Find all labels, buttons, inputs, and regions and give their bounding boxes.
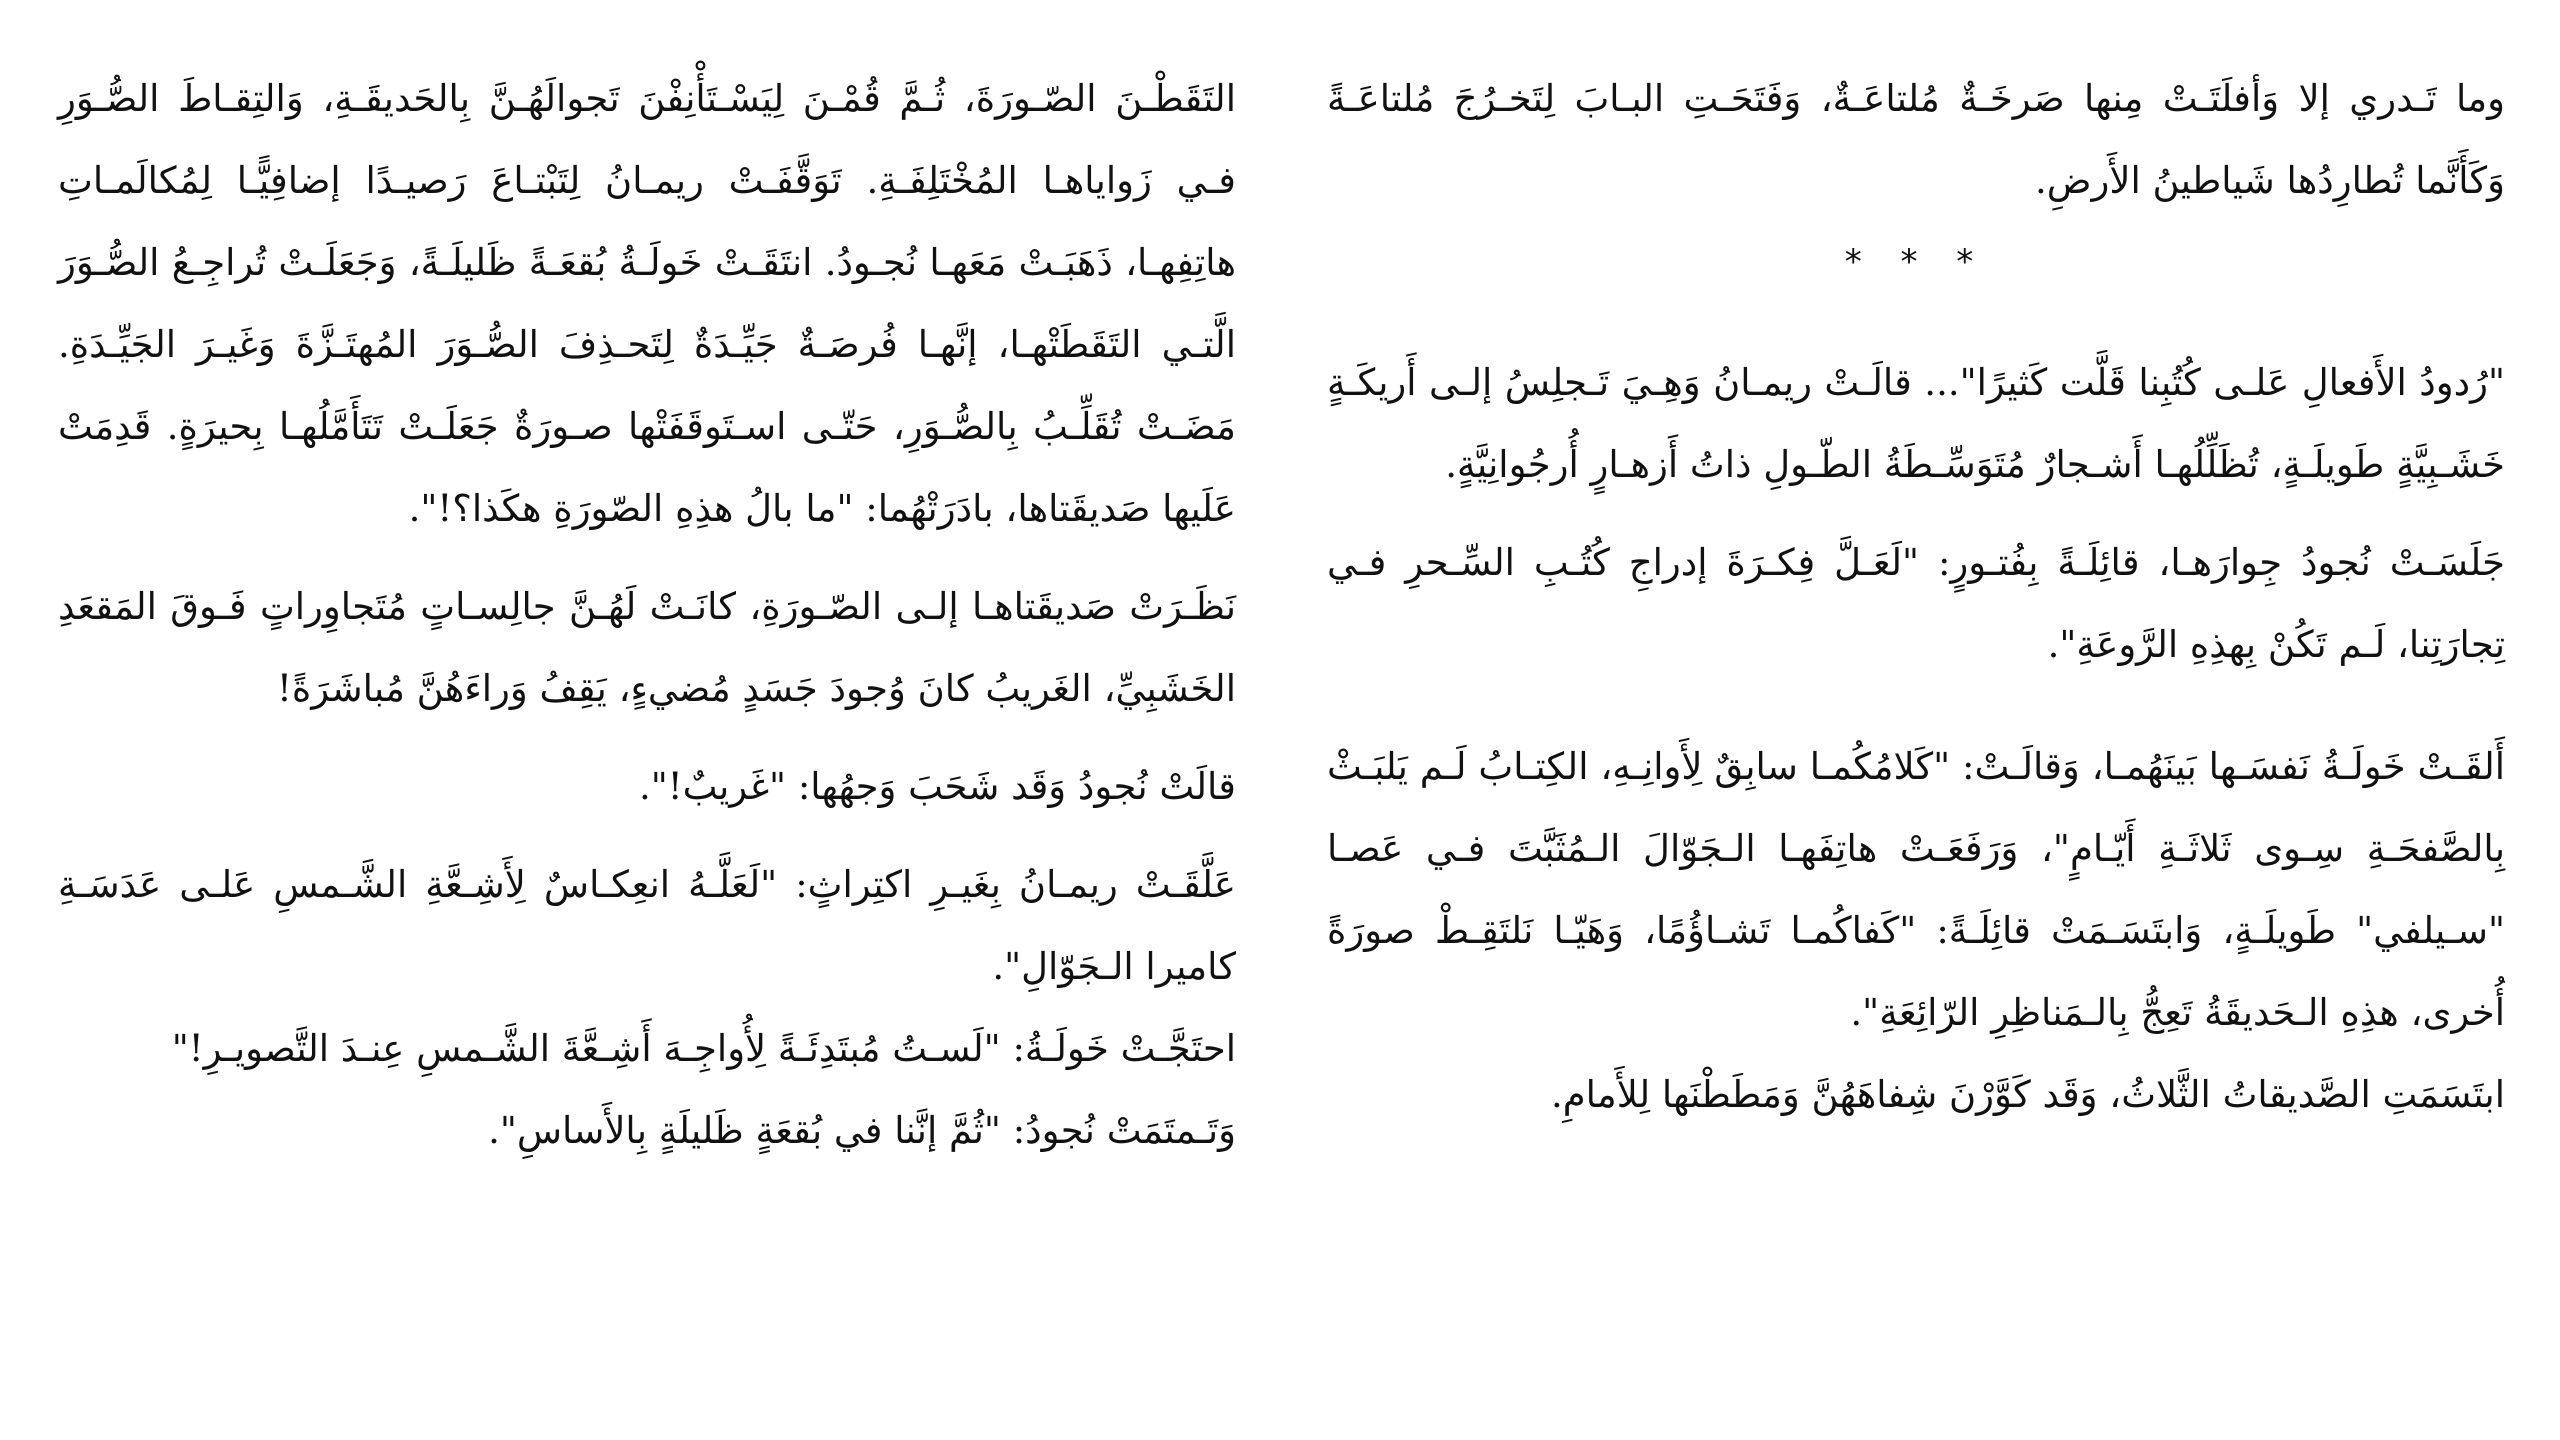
paragraph-khawla-protest: احتَجَّـتْ خَولَـةُ: "لَسـتُ مُبتَدِئَـةً لِأُواجِـهَ أَشِـعَّةَ الشَّـمسِ عِنـدَ التَّصويـرِ!" [171, 1027, 1236, 1070]
paragraph-riman-reflection: عَلَّقَـتْ ريمـانُ بِغَيـرِ اكتِراثٍ: "لَعَلَّـهُ انعِكـاسٌ لِأَشِـعَّةِ الشَّـمسِ عَلـى عَدَسَـةِ كاميرا الـجَوّالِ". [58, 863, 1236, 988]
right-page-column [1327, 58, 2505, 1152]
section-separator: * * * [1844, 242, 1988, 282]
paragraph-khawla-selfie: أَلقَـتْ خَولَـةُ نَفسَـها بَينَهُمـا، وَقالَـتْ: "كَلامُكُمـا سابِقٌ لِأَوانِـهِ، الكِتـابُ لَـم يَلبَـثْ بِالصَّفحَـةِ سِـوى ثَلاثَـةِ أَيّـامٍ"، وَرَفَعَـتْ هاتِفَهـا الـجَوّالَ الـمُثَبَّتَ فـي عَصـا "سـيلفي" طَويلَـةٍ، وَابتَسَـمَتْ قائِلَـةً: "كَفاكُمـا تَشـاؤُمًا، وَهَيّـا نَلتَقِـطْ صورَةً أُخرى، هذِهِ الـحَديقَةُ تَعِجُّ بِالـمَناظِرِ الرّائِعَةِ". [1327, 745, 2505, 1034]
paragraph-opening-scream: وما تَـدري إلا وَأفلَتَـتْ مِنها صَرخَـةٌ مُلتاعَـةٌ، وَفَتَحَـتِ البـابَ لِتَخـرُجَ مُلتاعَـةً وَكَأَنَّما تُطارِدُها شَياطينُ الأَرضِ. [1327, 77, 2505, 202]
left-page-column [58, 58, 1236, 1188]
paragraph-friends-look: نَظَـرَتْ صَديقَتاهـا إلـى الصّـورَةِ، كانَـتْ لَهُـنَّ جالِسـاتٍ مُتَجاوِراتٍ فَـوقَ المَقعَدِ الخَشَبِيِّ، الغَريبُ كانَ وُجودَ جَسَدٍ مُضيءٍ، يَقِفُ وَراءَهُنَّ مُباشَرَةً! [58, 585, 1236, 710]
paragraph-photo-review: التَقَطْـنَ الصّـورَةَ، ثُـمَّ قُمْـنَ لِيَسْـتَأْنِفْنَ تَجوالَهُـنَّ بِالحَديقَـةِ، وَالتِقـاطَ الصُّـوَرِ فـي زَواياهـا المُخْتَلِفَـةِ. تَوَقَّفَـتْ ريمـانُ لِتَبْتـاعَ رَصيـدًا إضافِيًّـا لِمُكالَمـاتِ هاتِفِهـا، ذَهَبَـتْ مَعَهـا نُجـودُ. انتَقَـتْ خَولَـةُ بُقعَـةً ظَليلَـةً، وَجَعَلَـتْ تُراجِـعُ الصُّـوَرَ الَّتـي التَقَطَتْهـا، إنَّهـا فُرصَـةٌ جَيِّـدَةٌ لِتَحـذِفَ الصُّـوَرَ المُهتَـزَّةَ وَغَيـرَ الجَيِّـدَةِ. مَضَـتْ تُقَلِّـبُ بِالصُّـوَرِ، حَتّـى اسـتَوقَفَتْها صـورَةٌ جَعَلَـتْ تَتَأَمَّلُهـا بِحيرَةٍ. قَدِمَتْ عَلَيها صَديقَتاها، بادَرَتْهُما: "ما بالُ هذِهِ الصّورَةِ هكَذا؟!". [58, 77, 1236, 530]
paragraph-friends-smile: ابتَسَمَتِ الصَّديقاتُ الثَّلاثُ، وَقَد كَوَّرْنَ شِفاهَهُنَّ وَمَطَطْنَها لِلأَمامِ. [1550, 1073, 2505, 1116]
paragraph-nujood-sits: جَلَسَـتْ نُجودُ جِوارَهـا، قائِلَـةً بِفُتـورٍ: "لَعَـلَّ فِكـرَةَ إدراجِ كُتُـبِ السِّـحرِ فـي تِجارَتِنا، لَـم تَكُنْ بِهذِهِ الرَّوعَةِ". [1327, 541, 2505, 666]
paragraph-reactions: "رُدودُ الأَفعالِ عَلـى كُتُبِنا قَلَّت كَثيرًا"... قالَـتْ ريمـانُ وَهِـيَ تَـجلِسُ إلـى أَريكَـةٍ خَشَـبِيَّةٍ طَويلَـةٍ، تُظَلِّلُهـا أَشـجارٌ مُتَوَسِّـطَةُ الطّـولِ ذاتُ أَزهـارٍ أُرجُوانِيَّةٍ. [1327, 361, 2505, 486]
paragraph-nujood-strange: قالَتْ نُجودُ وَقَد شَحَبَ وَجهُها: "غَريبٌ!". [639, 765, 1236, 808]
paragraph-nujood-shade: وَتَـمتَمَتْ نُجودُ: "ثُمَّ إنَّنا في بُقعَةٍ ظَليلَةٍ بِالأَساسِ". [488, 1109, 1236, 1152]
